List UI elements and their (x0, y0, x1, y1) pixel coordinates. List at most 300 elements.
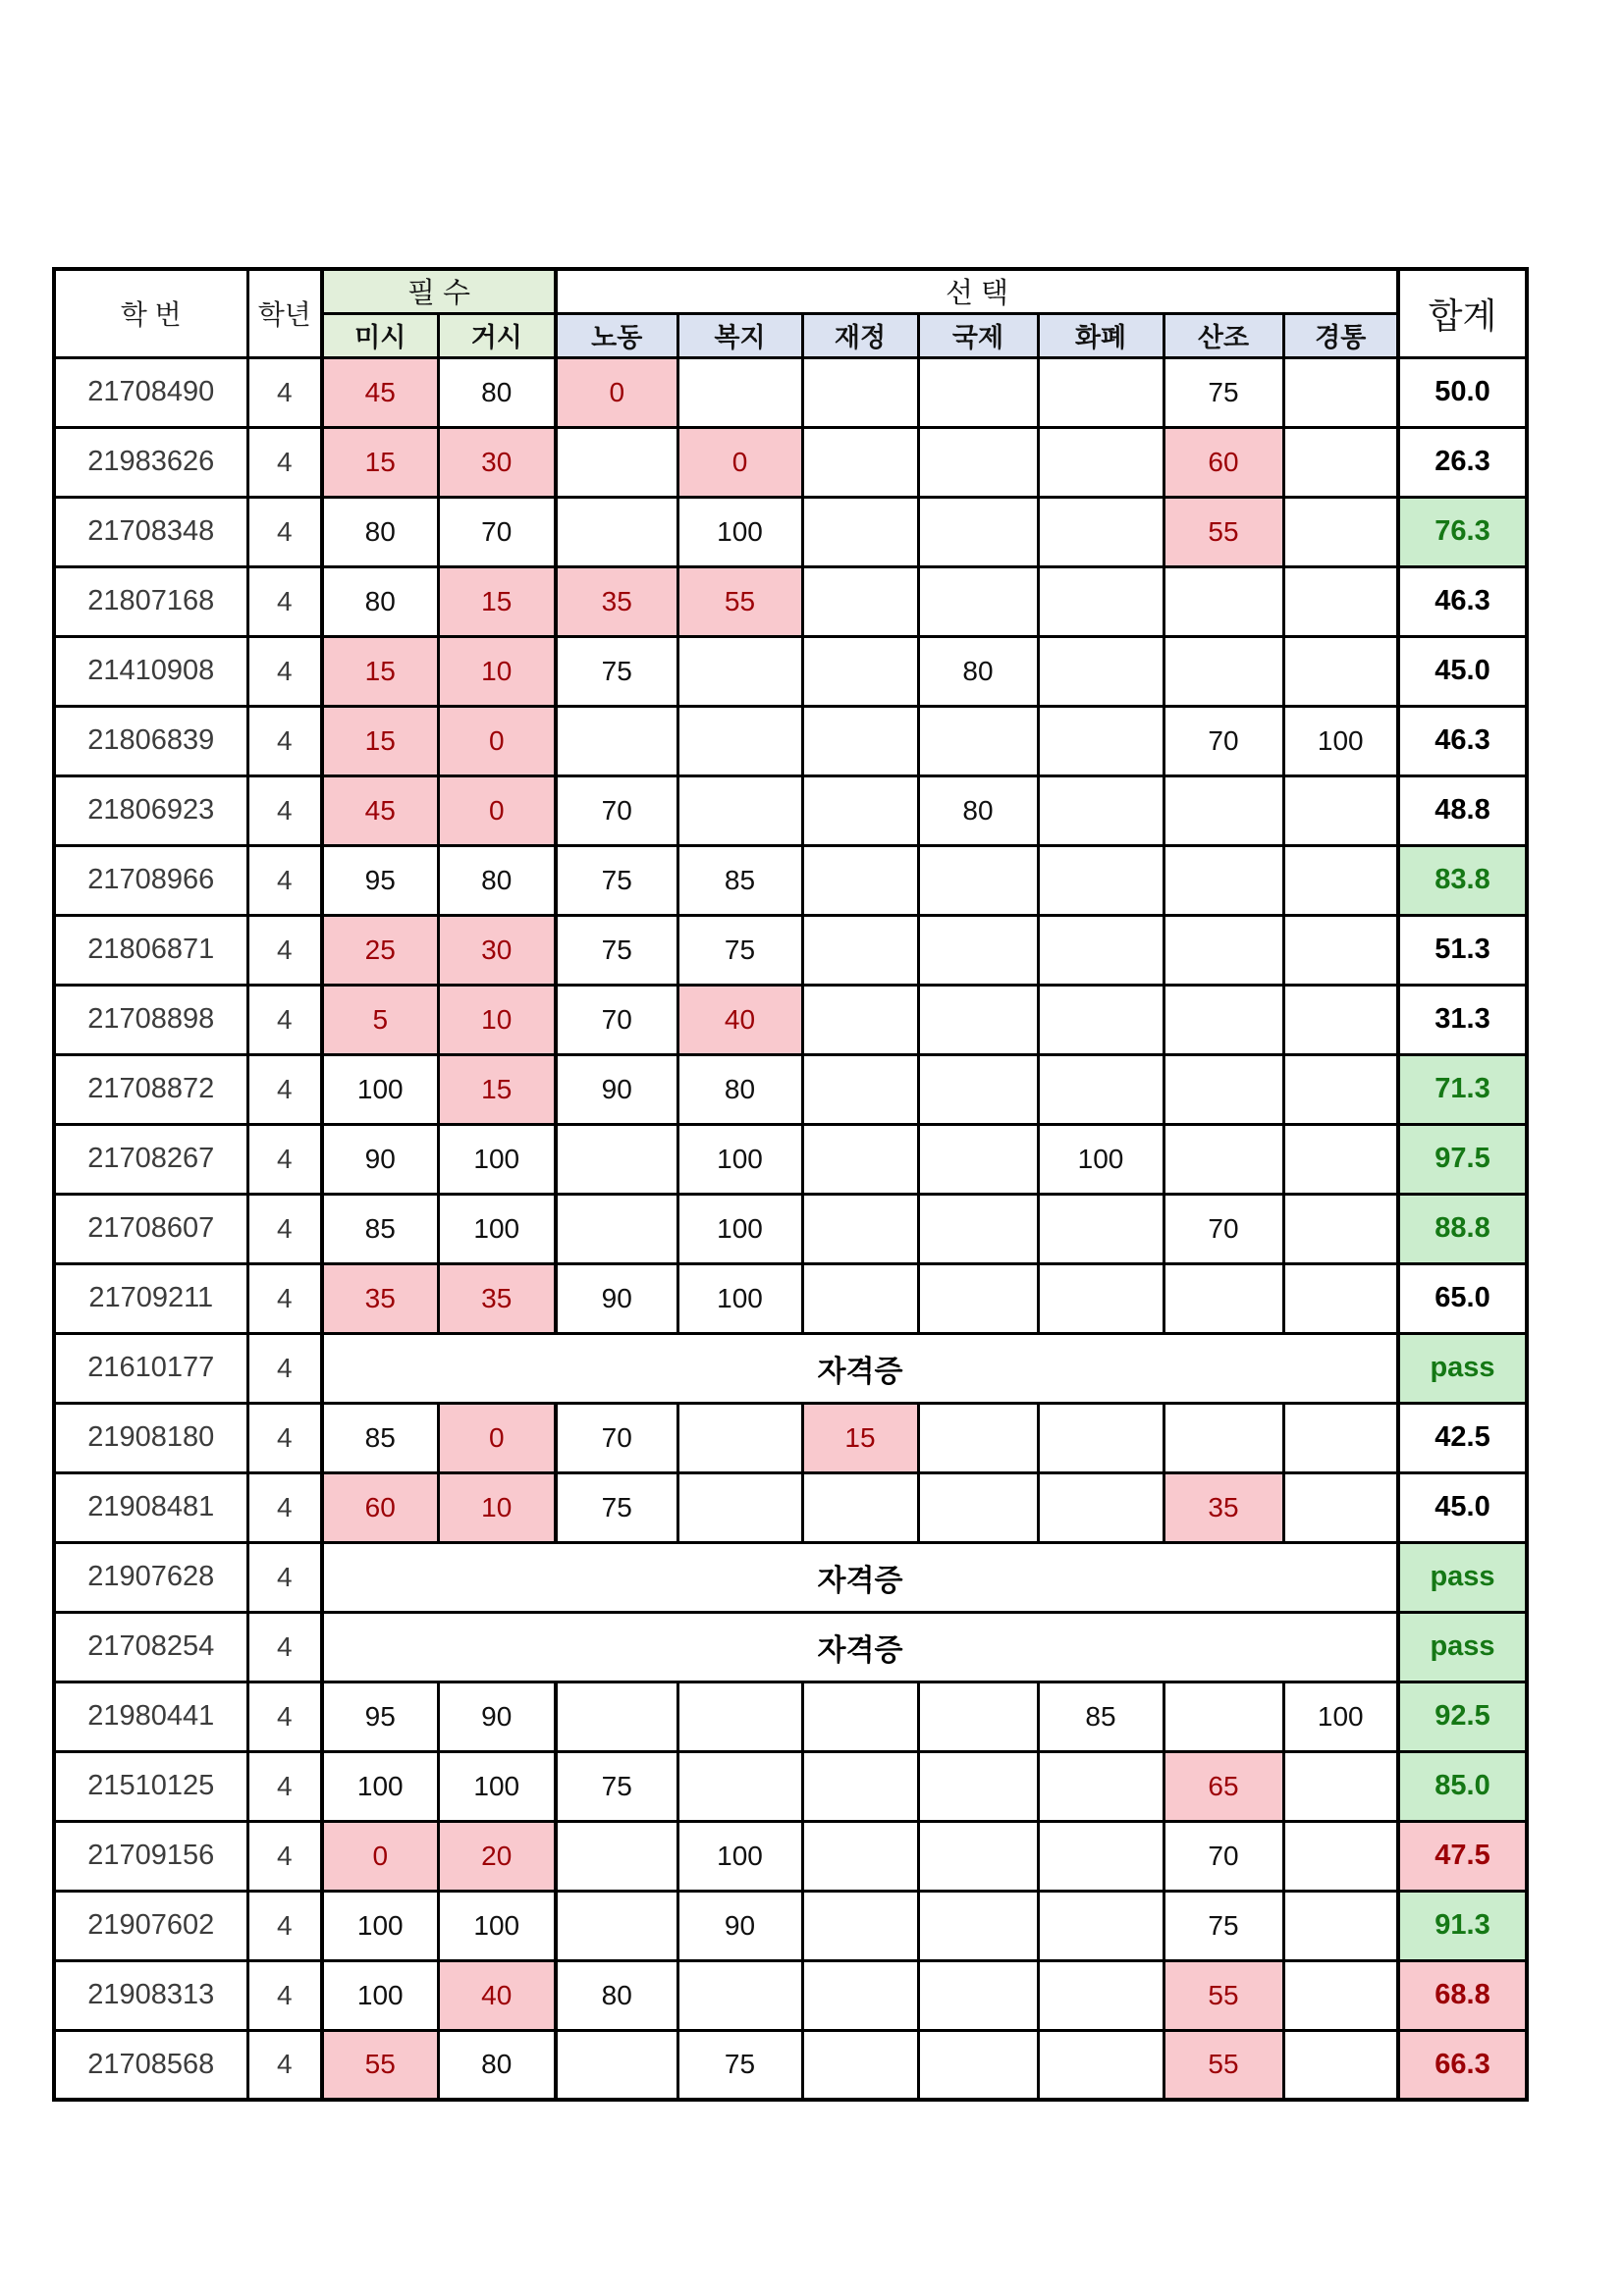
table-row (54, 1891, 1527, 1960)
total-cell: 71.3 (1398, 1054, 1527, 1124)
score-cell (802, 1891, 918, 1960)
score-cell (1283, 1821, 1398, 1891)
score-cell (918, 2030, 1038, 2100)
score-cell (677, 1751, 802, 1821)
total-cell: pass (1398, 1542, 1527, 1612)
student-id-cell: 21806871 (54, 915, 247, 985)
table-row (54, 636, 1527, 706)
grade-year-cell: 4 (247, 1960, 322, 2030)
score-cell: 15 (322, 706, 438, 775)
student-id-cell: 21709211 (54, 1263, 247, 1333)
score-cell: 65 (1164, 1751, 1283, 1821)
score-cell: 100 (677, 1124, 802, 1194)
score-cell: 0 (677, 427, 802, 497)
score-cell: 15 (438, 1054, 556, 1124)
grade-year-cell: 4 (247, 1682, 322, 1751)
table-row (54, 915, 1527, 985)
student-id-cell: 21806923 (54, 775, 247, 845)
score-cell (918, 1194, 1038, 1263)
score-cell (1038, 636, 1164, 706)
table-row (54, 1333, 1527, 1403)
header-elective-group: 선 택 (556, 269, 1398, 313)
score-cell: 80 (438, 845, 556, 915)
score-cell (802, 1472, 918, 1542)
score-cell: 35 (1164, 1472, 1283, 1542)
score-cell (1038, 427, 1164, 497)
total-cell: 45.0 (1398, 636, 1527, 706)
score-cell: 100 (438, 1891, 556, 1960)
grade-year-cell: 4 (247, 1612, 322, 1682)
score-cell: 80 (918, 636, 1038, 706)
total-cell: 47.5 (1398, 1821, 1527, 1891)
grade-year-cell: 4 (247, 1054, 322, 1124)
score-cell: 40 (677, 985, 802, 1054)
score-cell (1038, 915, 1164, 985)
student-id-cell: 21708490 (54, 357, 247, 427)
score-cell (802, 636, 918, 706)
score-cell: 85 (322, 1403, 438, 1472)
score-cell (802, 497, 918, 566)
table-row (54, 1960, 1527, 2030)
student-id-cell: 21410908 (54, 636, 247, 706)
student-id-cell: 21983626 (54, 427, 247, 497)
score-cell (556, 1194, 677, 1263)
score-cell (1038, 1891, 1164, 1960)
score-cell: 30 (438, 427, 556, 497)
score-cell (918, 845, 1038, 915)
score-cell (1164, 1403, 1283, 1472)
score-cell (802, 775, 918, 845)
score-cell: 80 (438, 2030, 556, 2100)
header-row-groups (54, 269, 1527, 313)
student-id-cell: 21708568 (54, 2030, 247, 2100)
table-row (54, 497, 1527, 566)
score-cell: 15 (322, 636, 438, 706)
score-cell (1283, 427, 1398, 497)
score-cell (1283, 915, 1398, 985)
total-cell: 68.8 (1398, 1960, 1527, 2030)
score-cell: 100 (438, 1751, 556, 1821)
score-cell: 55 (1164, 497, 1283, 566)
score-cell (918, 1472, 1038, 1542)
score-cell (1283, 1472, 1398, 1542)
table-row (54, 1751, 1527, 1821)
score-cell (677, 636, 802, 706)
table-body (54, 357, 1527, 2100)
score-cell (1164, 1124, 1283, 1194)
student-id-cell: 21708267 (54, 1124, 247, 1194)
score-cell: 90 (556, 1263, 677, 1333)
student-id-cell: 21807168 (54, 566, 247, 636)
grade-year-cell: 4 (247, 775, 322, 845)
score-cell (556, 706, 677, 775)
score-cell (1038, 1054, 1164, 1124)
score-cell: 35 (322, 1263, 438, 1333)
score-cell (677, 357, 802, 427)
score-cell (1283, 566, 1398, 636)
score-cell: 85 (677, 845, 802, 915)
score-cell: 55 (1164, 2030, 1283, 2100)
score-cell: 25 (322, 915, 438, 985)
grade-year-cell: 4 (247, 497, 322, 566)
score-cell: 70 (1164, 1821, 1283, 1891)
student-id-cell: 21907602 (54, 1891, 247, 1960)
header-student-id: 학 번 (54, 269, 247, 357)
score-cell (556, 427, 677, 497)
score-cell: 100 (438, 1124, 556, 1194)
student-id-cell: 21708872 (54, 1054, 247, 1124)
total-cell: 42.5 (1398, 1403, 1527, 1472)
score-cell: 0 (322, 1821, 438, 1891)
grade-year-cell: 4 (247, 1333, 322, 1403)
score-cell: 95 (322, 845, 438, 915)
grade-year-cell: 4 (247, 915, 322, 985)
subheader-elective-3: 국제 (918, 313, 1038, 357)
score-cell (802, 1054, 918, 1124)
score-cell: 10 (438, 985, 556, 1054)
score-cell (918, 566, 1038, 636)
score-cell: 100 (438, 1194, 556, 1263)
subheader-elective-2: 재정 (802, 313, 918, 357)
score-cell (1038, 357, 1164, 427)
score-cell (802, 985, 918, 1054)
score-cell (1038, 775, 1164, 845)
grade-year-cell: 4 (247, 427, 322, 497)
score-cell (1283, 357, 1398, 427)
student-id-cell: 21510125 (54, 1751, 247, 1821)
score-cell: 35 (438, 1263, 556, 1333)
table-row (54, 845, 1527, 915)
score-cell (677, 1472, 802, 1542)
score-cell (1164, 985, 1283, 1054)
score-cell: 85 (1038, 1682, 1164, 1751)
score-cell: 75 (556, 845, 677, 915)
score-cell: 95 (322, 1682, 438, 1751)
score-cell (556, 1821, 677, 1891)
table-row (54, 1542, 1527, 1612)
score-cell (1038, 1821, 1164, 1891)
score-cell: 60 (1164, 427, 1283, 497)
table-row (54, 1612, 1527, 1682)
score-cell (1283, 636, 1398, 706)
score-cell (802, 566, 918, 636)
score-cell: 0 (438, 1403, 556, 1472)
total-cell: 88.8 (1398, 1194, 1527, 1263)
table-row (54, 1821, 1527, 1891)
score-cell: 70 (556, 775, 677, 845)
score-cell (1283, 1891, 1398, 1960)
score-cell (1164, 1682, 1283, 1751)
score-cell (918, 1403, 1038, 1472)
score-cell (918, 985, 1038, 1054)
score-cell (918, 915, 1038, 985)
student-id-cell: 21908481 (54, 1472, 247, 1542)
score-cell (1283, 1751, 1398, 1821)
score-cell (1038, 566, 1164, 636)
score-cell (1038, 845, 1164, 915)
score-cell: 70 (438, 497, 556, 566)
score-cell: 45 (322, 357, 438, 427)
score-cell (918, 1124, 1038, 1194)
score-cell (556, 1891, 677, 1960)
score-cell (802, 706, 918, 775)
score-cell: 100 (677, 1194, 802, 1263)
score-cell (918, 706, 1038, 775)
score-cell (1164, 566, 1283, 636)
subheader-elective-5: 산조 (1164, 313, 1283, 357)
score-cell (1164, 636, 1283, 706)
table-row (54, 1403, 1527, 1472)
score-cell: 75 (1164, 357, 1283, 427)
score-cell (802, 1682, 918, 1751)
score-cell (918, 357, 1038, 427)
grade-year-cell: 4 (247, 1194, 322, 1263)
student-id-cell: 21708898 (54, 985, 247, 1054)
total-cell: 46.3 (1398, 706, 1527, 775)
score-cell: 10 (438, 1472, 556, 1542)
score-cell: 75 (677, 915, 802, 985)
score-cell (677, 1960, 802, 2030)
table-row (54, 985, 1527, 1054)
subheader-required-0: 미시 (322, 313, 438, 357)
total-cell: 97.5 (1398, 1124, 1527, 1194)
score-cell: 70 (556, 985, 677, 1054)
score-cell: 100 (677, 497, 802, 566)
score-cell (1283, 1124, 1398, 1194)
score-cell (1164, 1054, 1283, 1124)
subheader-elective-6: 경통 (1283, 313, 1398, 357)
score-cell: 90 (322, 1124, 438, 1194)
grade-year-cell: 4 (247, 566, 322, 636)
score-cell: 5 (322, 985, 438, 1054)
header-grade-year: 학년 (247, 269, 322, 357)
table-row (54, 706, 1527, 775)
score-cell: 20 (438, 1821, 556, 1891)
total-cell: pass (1398, 1333, 1527, 1403)
student-id-cell: 21980441 (54, 1682, 247, 1751)
score-cell (677, 1403, 802, 1472)
score-cell: 100 (677, 1821, 802, 1891)
score-cell: 15 (322, 427, 438, 497)
certificate-cell: 자격증 (322, 1612, 1398, 1682)
score-cell: 80 (677, 1054, 802, 1124)
grade-year-cell: 4 (247, 845, 322, 915)
score-cell (1038, 2030, 1164, 2100)
grade-year-cell: 4 (247, 1124, 322, 1194)
score-cell (556, 1682, 677, 1751)
score-cell: 80 (918, 775, 1038, 845)
score-cell (1283, 845, 1398, 915)
score-cell: 85 (322, 1194, 438, 1263)
grade-table (52, 267, 1529, 2102)
score-cell (1038, 497, 1164, 566)
score-cell: 80 (438, 357, 556, 427)
score-cell (918, 1682, 1038, 1751)
score-cell (556, 2030, 677, 2100)
score-cell: 40 (438, 1960, 556, 2030)
grade-year-cell: 4 (247, 706, 322, 775)
score-cell: 75 (556, 1751, 677, 1821)
score-cell (918, 1751, 1038, 1821)
score-cell: 60 (322, 1472, 438, 1542)
student-id-cell: 21908313 (54, 1960, 247, 2030)
score-cell (1038, 1403, 1164, 1472)
score-cell (1038, 1194, 1164, 1263)
score-cell: 100 (1283, 1682, 1398, 1751)
student-id-cell: 21708607 (54, 1194, 247, 1263)
score-cell (802, 1194, 918, 1263)
score-cell (802, 1821, 918, 1891)
score-cell: 100 (322, 1054, 438, 1124)
score-cell (1283, 2030, 1398, 2100)
subheader-elective-0: 노동 (556, 313, 677, 357)
total-cell: 76.3 (1398, 497, 1527, 566)
score-cell: 55 (322, 2030, 438, 2100)
score-cell (802, 1751, 918, 1821)
total-cell: pass (1398, 1612, 1527, 1682)
total-cell: 66.3 (1398, 2030, 1527, 2100)
score-cell: 100 (1283, 706, 1398, 775)
certificate-cell: 자격증 (322, 1542, 1398, 1612)
table-row (54, 1054, 1527, 1124)
score-cell (802, 357, 918, 427)
table-row (54, 566, 1527, 636)
score-cell: 0 (438, 706, 556, 775)
total-cell: 92.5 (1398, 1682, 1527, 1751)
score-cell: 75 (677, 2030, 802, 2100)
grade-year-cell: 4 (247, 636, 322, 706)
total-cell: 45.0 (1398, 1472, 1527, 1542)
score-cell: 75 (556, 915, 677, 985)
score-cell: 100 (677, 1263, 802, 1333)
score-cell: 100 (322, 1960, 438, 2030)
student-id-cell: 21708966 (54, 845, 247, 915)
total-cell: 65.0 (1398, 1263, 1527, 1333)
subheader-elective-4: 화폐 (1038, 313, 1164, 357)
score-cell (1283, 1194, 1398, 1263)
score-cell: 0 (556, 357, 677, 427)
score-cell: 100 (1038, 1124, 1164, 1194)
total-cell: 26.3 (1398, 427, 1527, 497)
table-row (54, 1124, 1527, 1194)
score-cell: 100 (322, 1891, 438, 1960)
score-cell (1283, 1054, 1398, 1124)
table-row (54, 1472, 1527, 1542)
student-id-cell: 21806839 (54, 706, 247, 775)
table-row (54, 2030, 1527, 2100)
total-cell: 91.3 (1398, 1891, 1527, 1960)
grade-year-cell: 4 (247, 1542, 322, 1612)
score-cell (918, 1263, 1038, 1333)
table-row (54, 427, 1527, 497)
score-cell: 55 (1164, 1960, 1283, 2030)
score-cell (1164, 775, 1283, 845)
total-cell: 50.0 (1398, 357, 1527, 427)
student-id-cell: 21908180 (54, 1403, 247, 1472)
score-cell (802, 2030, 918, 2100)
score-cell (1283, 1403, 1398, 1472)
student-id-cell: 21708254 (54, 1612, 247, 1682)
score-cell (1038, 1960, 1164, 2030)
grade-year-cell: 4 (247, 2030, 322, 2100)
score-cell (677, 775, 802, 845)
score-cell: 80 (322, 566, 438, 636)
score-cell (1283, 985, 1398, 1054)
total-cell: 48.8 (1398, 775, 1527, 845)
grade-year-cell: 4 (247, 1751, 322, 1821)
table-row (54, 1263, 1527, 1333)
score-cell (1283, 497, 1398, 566)
score-cell (1283, 1960, 1398, 2030)
total-cell: 51.3 (1398, 915, 1527, 985)
score-cell: 15 (802, 1403, 918, 1472)
certificate-cell: 자격증 (322, 1333, 1398, 1403)
score-cell (677, 706, 802, 775)
score-cell (918, 427, 1038, 497)
score-cell: 70 (1164, 1194, 1283, 1263)
score-cell (802, 915, 918, 985)
score-cell (918, 1960, 1038, 2030)
score-cell (1164, 1263, 1283, 1333)
grade-year-cell: 4 (247, 357, 322, 427)
score-cell (918, 1891, 1038, 1960)
table-row (54, 775, 1527, 845)
score-cell: 90 (677, 1891, 802, 1960)
score-cell: 15 (438, 566, 556, 636)
header-required-group: 필 수 (322, 269, 556, 313)
total-cell: 85.0 (1398, 1751, 1527, 1821)
score-cell (1038, 706, 1164, 775)
student-id-cell: 21708348 (54, 497, 247, 566)
score-cell (1038, 985, 1164, 1054)
total-cell: 46.3 (1398, 566, 1527, 636)
grade-year-cell: 4 (247, 1821, 322, 1891)
score-cell: 0 (438, 775, 556, 845)
score-cell: 70 (556, 1403, 677, 1472)
score-cell (1038, 1472, 1164, 1542)
score-cell (677, 1682, 802, 1751)
grade-year-cell: 4 (247, 985, 322, 1054)
score-cell: 80 (322, 497, 438, 566)
score-cell (802, 427, 918, 497)
score-cell: 80 (556, 1960, 677, 2030)
score-cell: 35 (556, 566, 677, 636)
score-cell: 90 (438, 1682, 556, 1751)
score-cell (802, 1960, 918, 2030)
total-cell: 83.8 (1398, 845, 1527, 915)
score-cell (1164, 915, 1283, 985)
student-id-cell: 21610177 (54, 1333, 247, 1403)
score-cell: 45 (322, 775, 438, 845)
grade-year-cell: 4 (247, 1891, 322, 1960)
grade-year-cell: 4 (247, 1263, 322, 1333)
score-cell (1283, 775, 1398, 845)
score-cell: 75 (556, 636, 677, 706)
score-cell: 70 (1164, 706, 1283, 775)
score-cell: 10 (438, 636, 556, 706)
table-row (54, 1194, 1527, 1263)
header-total: 합계 (1398, 269, 1527, 357)
table-row (54, 357, 1527, 427)
score-cell: 75 (556, 1472, 677, 1542)
table-row (54, 1682, 1527, 1751)
subheader-required-1: 거시 (438, 313, 556, 357)
score-cell: 75 (1164, 1891, 1283, 1960)
score-cell: 100 (322, 1751, 438, 1821)
score-cell (918, 1821, 1038, 1891)
score-cell (1283, 1263, 1398, 1333)
score-cell (556, 497, 677, 566)
